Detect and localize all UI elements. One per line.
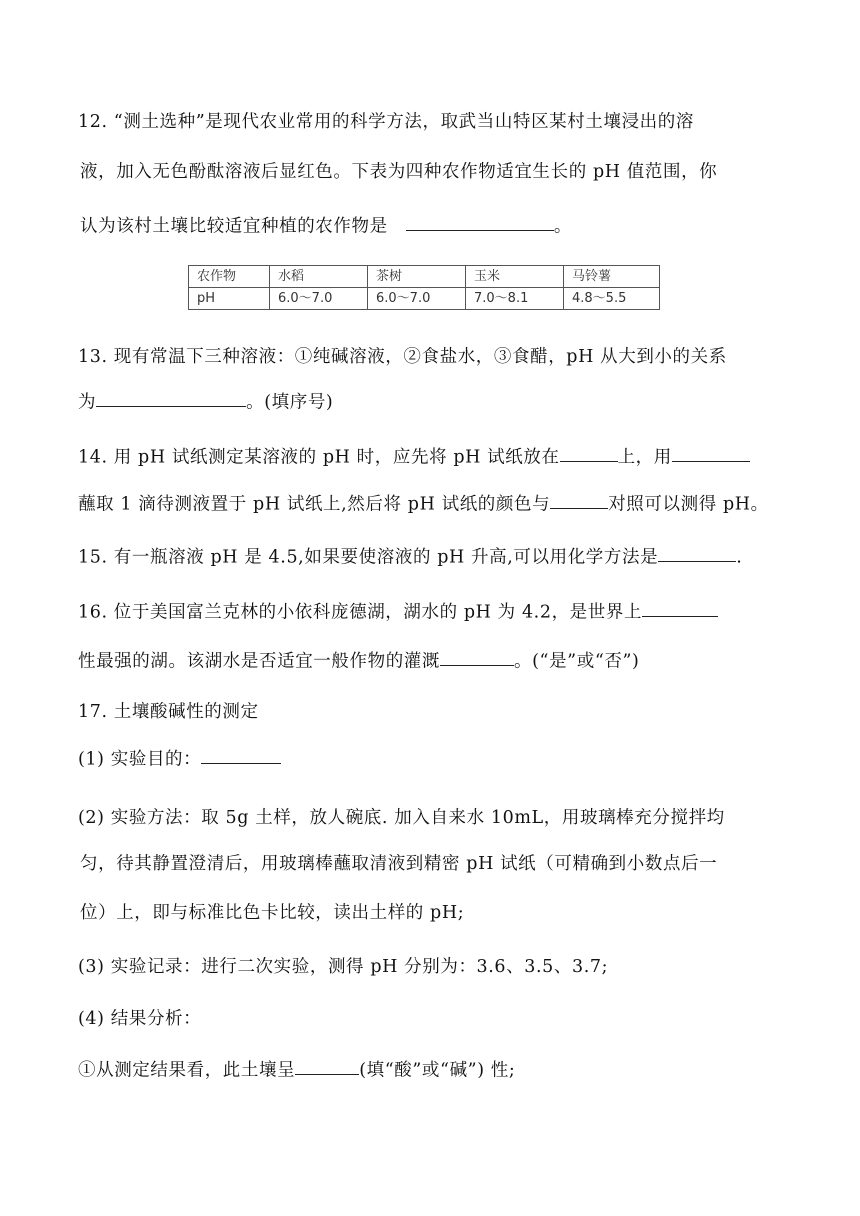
q13-line-2-end: 。(填序号) — [246, 392, 334, 413]
q14-line-1 — [78, 443, 750, 468]
q15-line-1-end: . — [736, 547, 743, 568]
q17-part-2-line-1: (2) 实验方法：取 5g 土样，放人碗底. 加入自来水 10mL，用玻璃棒充分搅拌均 — [78, 808, 725, 828]
q14-line-1-text: 14. 用 pH 试纸测定某溶液的 pH 时，应先将 pH 试纸放在 — [78, 447, 560, 468]
q14-line-2-end: 对照可以测得 pH。 — [608, 494, 769, 515]
q16-answer-blank-1[interactable] — [642, 598, 718, 617]
q13-answer-blank[interactable] — [96, 388, 246, 407]
q14-line-2-text: 蘸取 1 滴待测液置于 pH 试纸上,然后将 pH 试纸的颜色与 — [78, 494, 551, 515]
q13-line-1: 13. 现有常温下三种溶液：①纯碱溶液，②食盐水，③食醋，pH 从大到小的关系 — [78, 347, 727, 367]
q14-line-1-mid: 上，用 — [617, 447, 672, 468]
q17-part-2-line-2: 匀，待其静置澄清后，用玻璃棒蘸取清液到精密 pH 试纸（可精确到小数点后一 — [80, 854, 718, 874]
crop-ph-table — [188, 265, 660, 310]
q16-line-2-end: 。(“是”或“否”) — [514, 651, 640, 672]
table-header-cell: 茶树 — [368, 266, 466, 288]
q17-part-3: (3) 实验记录：进行二次实验，测得 pH 分别为：3.6、3.5、3.7; — [78, 957, 609, 977]
q14-answer-blank-2[interactable] — [672, 443, 750, 462]
q13-line-2-start: 为 — [78, 392, 97, 413]
table-header-cell: 玉米 — [466, 266, 564, 288]
table-header-cell: 农作物 — [189, 266, 270, 288]
q17-part-5-end: (填“酸”或“碱”) 性; — [359, 1060, 516, 1081]
q14-answer-blank-3[interactable] — [550, 490, 608, 509]
q17-part-5-text: ①从测定结果看，此土壤呈 — [78, 1060, 296, 1081]
q16-line-2-text: 性最强的湖。该湖水是否适宜一般作物的灌溉 — [78, 651, 440, 672]
q12-line-3 — [80, 212, 572, 237]
q16-line-2 — [78, 647, 639, 672]
table-cell: 7.0～8.1 — [466, 288, 564, 310]
q13-line-2 — [78, 388, 333, 413]
q12-line-1: 12. “测土选种”是现代农业常用的科学方法，取武当山特区某村土壤浸出的溶 — [78, 112, 694, 132]
table-cell: 6.0～7.0 — [270, 288, 368, 310]
q15-answer-blank[interactable] — [658, 543, 736, 562]
table-cell: pH — [189, 288, 270, 310]
q12-line-3-text: 认为该村土壤比较适宜种植的农作物是 — [80, 216, 388, 237]
table-header-row — [189, 266, 660, 288]
q17-part-1 — [78, 745, 281, 770]
q16-line-1-text: 16. 位于美国富兰克林的小依科庞德湖，湖水的 pH 为 4.2，是世界上 — [78, 602, 643, 623]
q17-part-4: (4) 结果分析： — [78, 1009, 202, 1029]
table-cell: 6.0～7.0 — [368, 288, 466, 310]
q16-line-1 — [78, 598, 718, 623]
q17-answer-blank-2[interactable] — [295, 1056, 359, 1075]
table-header-cell: 水稻 — [270, 266, 368, 288]
table-header-cell: 马铃薯 — [564, 266, 660, 288]
q16-answer-blank-2[interactable] — [440, 647, 514, 666]
q15-line-1-text: 15. 有一瓶溶液 pH 是 4.5,如果要使溶液的 pH 升高,可以用化学方法是 — [78, 547, 659, 568]
q17-part-1-text: (1) 实验目的： — [78, 749, 202, 770]
table-row — [189, 288, 660, 310]
q12-line-2: 液，加入无色酚酞溶液后显红色。下表为四种农作物适宜生长的 pH 值范围，你 — [80, 162, 718, 182]
q17-title: 17. 土壤酸碱性的测定 — [78, 702, 259, 722]
q14-answer-blank-1[interactable] — [560, 443, 618, 462]
q17-part-2-line-3: 位）上，即与标准比色卡比较，读出土样的 pH; — [80, 903, 465, 923]
q14-line-2 — [78, 490, 769, 515]
q12-line-3-end: 。 — [553, 216, 572, 237]
q17-part-5 — [78, 1056, 515, 1081]
table-cell: 4.8～5.5 — [564, 288, 660, 310]
q17-answer-blank-1[interactable] — [201, 745, 281, 764]
q12-answer-blank[interactable] — [406, 212, 554, 231]
q15-line-1 — [78, 543, 742, 568]
